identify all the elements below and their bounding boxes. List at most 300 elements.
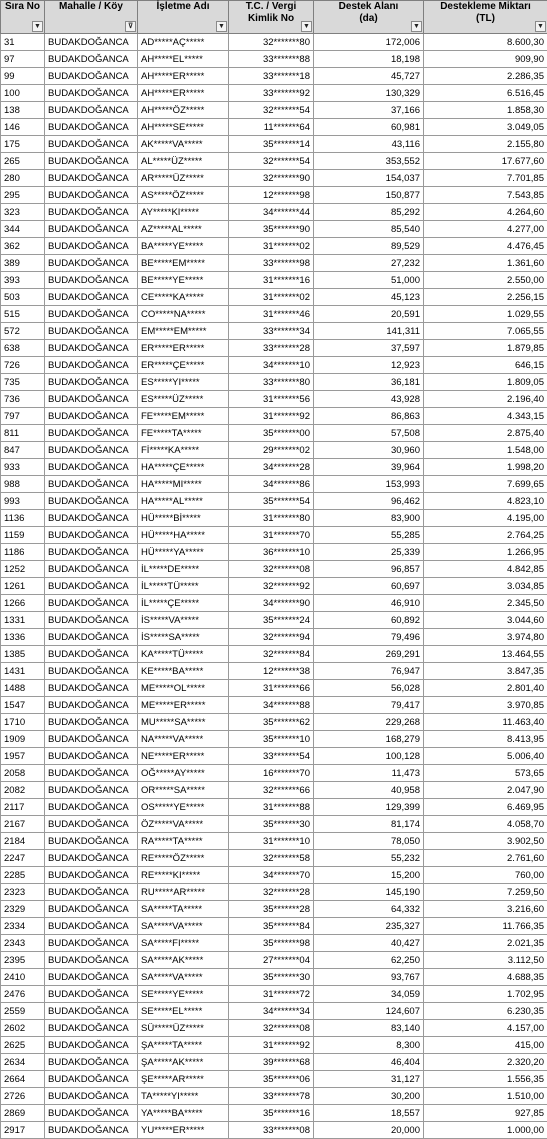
sira-no-cell[interactable]: 146 — [1, 119, 45, 136]
tc-vergi-cell[interactable]: 35*******14 — [229, 136, 314, 153]
mahalle-cell[interactable]: BUDAKDOĞANCA — [45, 816, 138, 833]
mahalle-cell[interactable]: BUDAKDOĞANCA — [45, 952, 138, 969]
tc-vergi-cell[interactable]: 34*******10 — [229, 357, 314, 374]
sira-no-cell[interactable]: 1266 — [1, 595, 45, 612]
column-header-mahalle[interactable] — [45, 1, 138, 34]
isletme-adi-cell[interactable]: ER*****ER***** — [138, 340, 229, 357]
sira-no-cell[interactable]: 503 — [1, 289, 45, 306]
destekleme-miktari-cell[interactable]: 13.464,55 — [424, 646, 547, 663]
tc-vergi-cell[interactable]: 31*******16 — [229, 272, 314, 289]
isletme-adi-cell[interactable]: OĞ*****AY***** — [138, 765, 229, 782]
sira-no-cell[interactable]: 726 — [1, 357, 45, 374]
isletme-adi-cell[interactable]: BE*****YE***** — [138, 272, 229, 289]
destek-alani-cell[interactable]: 30,200 — [314, 1088, 424, 1105]
sira-no-cell[interactable]: 1547 — [1, 697, 45, 714]
destekleme-miktari-cell[interactable]: 2.550,00 — [424, 272, 547, 289]
mahalle-cell[interactable]: BUDAKDOĞANCA — [45, 85, 138, 102]
destek-alani-cell[interactable]: 85,540 — [314, 221, 424, 238]
mahalle-cell[interactable]: BUDAKDOĞANCA — [45, 612, 138, 629]
destek-alani-cell[interactable]: 85,292 — [314, 204, 424, 221]
column-header-destek-alani[interactable] — [314, 1, 424, 34]
destek-alani-cell[interactable]: 45,727 — [314, 68, 424, 85]
destekleme-miktari-cell[interactable]: 3.970,85 — [424, 697, 547, 714]
destekleme-miktari-cell[interactable]: 1.548,00 — [424, 442, 547, 459]
sira-no-cell[interactable]: 1909 — [1, 731, 45, 748]
mahalle-cell[interactable]: BUDAKDOĞANCA — [45, 340, 138, 357]
isletme-adi-cell[interactable]: OR*****SA***** — [138, 782, 229, 799]
tc-vergi-cell[interactable]: 35*******24 — [229, 612, 314, 629]
destek-alani-cell[interactable]: 20,000 — [314, 1122, 424, 1139]
destekleme-miktari-cell[interactable]: 2.345,50 — [424, 595, 547, 612]
tc-vergi-cell[interactable]: 33*******18 — [229, 68, 314, 85]
sira-no-cell[interactable]: 736 — [1, 391, 45, 408]
isletme-adi-cell[interactable]: AS*****ÖZ***** — [138, 187, 229, 204]
destek-alani-cell[interactable]: 93,767 — [314, 969, 424, 986]
destek-alani-cell[interactable]: 27,232 — [314, 255, 424, 272]
destek-alani-cell[interactable]: 172,006 — [314, 34, 424, 51]
tc-vergi-cell[interactable]: 35*******00 — [229, 425, 314, 442]
tc-vergi-cell[interactable]: 31*******10 — [229, 833, 314, 850]
destekleme-miktari-cell[interactable]: 8.413,95 — [424, 731, 547, 748]
tc-vergi-cell[interactable]: 32*******58 — [229, 850, 314, 867]
tc-vergi-cell[interactable]: 31*******46 — [229, 306, 314, 323]
isletme-adi-cell[interactable]: AL*****ÜZ***** — [138, 153, 229, 170]
sira-no-cell[interactable]: 638 — [1, 340, 45, 357]
mahalle-cell[interactable]: BUDAKDOĞANCA — [45, 714, 138, 731]
mahalle-cell[interactable]: BUDAKDOĞANCA — [45, 1105, 138, 1122]
destekleme-miktari-cell[interactable]: 2.320,20 — [424, 1054, 547, 1071]
destekleme-miktari-cell[interactable]: 7.701,85 — [424, 170, 547, 187]
sira-no-cell[interactable]: 280 — [1, 170, 45, 187]
destekleme-miktari-cell[interactable]: 1.361,60 — [424, 255, 547, 272]
sira-no-cell[interactable]: 1488 — [1, 680, 45, 697]
isletme-adi-cell[interactable]: KE*****BA***** — [138, 663, 229, 680]
isletme-adi-cell[interactable]: KA*****TÜ***** — [138, 646, 229, 663]
mahalle-cell[interactable]: BUDAKDOĞANCA — [45, 544, 138, 561]
tc-vergi-cell[interactable]: 34*******88 — [229, 697, 314, 714]
mahalle-cell[interactable]: BUDAKDOĞANCA — [45, 646, 138, 663]
destekleme-miktari-cell[interactable]: 1.879,85 — [424, 340, 547, 357]
tc-vergi-cell[interactable]: 34*******86 — [229, 476, 314, 493]
isletme-adi-cell[interactable]: BE*****EM***** — [138, 255, 229, 272]
sira-no-cell[interactable]: 2117 — [1, 799, 45, 816]
tc-vergi-cell[interactable]: 39*******68 — [229, 1054, 314, 1071]
sira-no-cell[interactable]: 2869 — [1, 1105, 45, 1122]
sira-no-cell[interactable]: 847 — [1, 442, 45, 459]
tc-vergi-cell[interactable]: 32*******80 — [229, 34, 314, 51]
destekleme-miktari-cell[interactable]: 5.006,40 — [424, 748, 547, 765]
mahalle-cell[interactable]: BUDAKDOĞANCA — [45, 1071, 138, 1088]
mahalle-cell[interactable]: BUDAKDOĞANCA — [45, 289, 138, 306]
destek-alani-cell[interactable]: 43,928 — [314, 391, 424, 408]
mahalle-cell[interactable]: BUDAKDOĞANCA — [45, 357, 138, 374]
destek-alani-cell[interactable]: 150,877 — [314, 187, 424, 204]
isletme-adi-cell[interactable]: RU*****AR***** — [138, 884, 229, 901]
dropdown-arrow-icon[interactable]: ▼ — [301, 21, 312, 32]
tc-vergi-cell[interactable]: 35*******10 — [229, 731, 314, 748]
sira-no-cell[interactable]: 1336 — [1, 629, 45, 646]
isletme-adi-cell[interactable]: SA*****AK***** — [138, 952, 229, 969]
destekleme-miktari-cell[interactable]: 4.688,35 — [424, 969, 547, 986]
isletme-adi-cell[interactable]: İS*****VA***** — [138, 612, 229, 629]
sira-no-cell[interactable]: 2167 — [1, 816, 45, 833]
destek-alani-cell[interactable]: 76,947 — [314, 663, 424, 680]
mahalle-cell[interactable]: BUDAKDOĞANCA — [45, 935, 138, 952]
isletme-adi-cell[interactable]: İL*****DE***** — [138, 561, 229, 578]
mahalle-cell[interactable]: BUDAKDOĞANCA — [45, 272, 138, 289]
sira-no-cell[interactable]: 2625 — [1, 1037, 45, 1054]
destekleme-miktari-cell[interactable]: 1.702,95 — [424, 986, 547, 1003]
isletme-adi-cell[interactable]: SA*****VA***** — [138, 969, 229, 986]
isletme-adi-cell[interactable]: YA*****BA***** — [138, 1105, 229, 1122]
tc-vergi-cell[interactable]: 31*******92 — [229, 408, 314, 425]
destek-alani-cell[interactable]: 353,552 — [314, 153, 424, 170]
column-header-destekleme-miktari[interactable] — [424, 1, 547, 34]
destekleme-miktari-cell[interactable]: 6.230,35 — [424, 1003, 547, 1020]
destek-alani-cell[interactable]: 25,339 — [314, 544, 424, 561]
mahalle-cell[interactable]: BUDAKDOĞANCA — [45, 799, 138, 816]
isletme-adi-cell[interactable]: OS*****YE***** — [138, 799, 229, 816]
isletme-adi-cell[interactable]: İS*****SA***** — [138, 629, 229, 646]
tc-vergi-cell[interactable]: 35*******30 — [229, 816, 314, 833]
mahalle-cell[interactable]: BUDAKDOĞANCA — [45, 187, 138, 204]
sira-no-cell[interactable]: 2410 — [1, 969, 45, 986]
isletme-adi-cell[interactable]: RE*****ÖZ***** — [138, 850, 229, 867]
destek-alani-cell[interactable]: 269,291 — [314, 646, 424, 663]
mahalle-cell[interactable]: BUDAKDOĞANCA — [45, 833, 138, 850]
tc-vergi-cell[interactable]: 32*******54 — [229, 153, 314, 170]
destek-alani-cell[interactable]: 30,960 — [314, 442, 424, 459]
filter-active-icon[interactable]: ⊽ — [125, 21, 136, 32]
sira-no-cell[interactable]: 323 — [1, 204, 45, 221]
sira-no-cell[interactable]: 31 — [1, 34, 45, 51]
destekleme-miktari-cell[interactable]: 6.516,45 — [424, 85, 547, 102]
mahalle-cell[interactable]: BUDAKDOĞANCA — [45, 680, 138, 697]
tc-vergi-cell[interactable]: 35*******06 — [229, 1071, 314, 1088]
mahalle-cell[interactable]: BUDAKDOĞANCA — [45, 595, 138, 612]
destek-alani-cell[interactable]: 18,557 — [314, 1105, 424, 1122]
mahalle-cell[interactable]: BUDAKDOĞANCA — [45, 306, 138, 323]
destekleme-miktari-cell[interactable]: 3.044,60 — [424, 612, 547, 629]
tc-vergi-cell[interactable]: 32*******84 — [229, 646, 314, 663]
destekleme-miktari-cell[interactable]: 909,90 — [424, 51, 547, 68]
destekleme-miktari-cell[interactable]: 4.195,00 — [424, 510, 547, 527]
sira-no-cell[interactable]: 2559 — [1, 1003, 45, 1020]
tc-vergi-cell[interactable]: 32*******08 — [229, 561, 314, 578]
isletme-adi-cell[interactable]: CO*****NA***** — [138, 306, 229, 323]
isletme-adi-cell[interactable]: HA*****ÇE***** — [138, 459, 229, 476]
sira-no-cell[interactable]: 99 — [1, 68, 45, 85]
sira-no-cell[interactable]: 988 — [1, 476, 45, 493]
tc-vergi-cell[interactable]: 35*******62 — [229, 714, 314, 731]
isletme-adi-cell[interactable]: RA*****TA***** — [138, 833, 229, 850]
destek-alani-cell[interactable]: 78,050 — [314, 833, 424, 850]
isletme-adi-cell[interactable]: NA*****VA***** — [138, 731, 229, 748]
destekleme-miktari-cell[interactable]: 760,00 — [424, 867, 547, 884]
tc-vergi-cell[interactable]: 35*******84 — [229, 918, 314, 935]
destek-alani-cell[interactable]: 96,857 — [314, 561, 424, 578]
sira-no-cell[interactable]: 2247 — [1, 850, 45, 867]
mahalle-cell[interactable]: BUDAKDOĞANCA — [45, 493, 138, 510]
destek-alani-cell[interactable]: 40,427 — [314, 935, 424, 952]
sira-no-cell[interactable]: 515 — [1, 306, 45, 323]
mahalle-cell[interactable]: BUDAKDOĞANCA — [45, 629, 138, 646]
destekleme-miktari-cell[interactable]: 1.266,95 — [424, 544, 547, 561]
sira-no-cell[interactable]: 1186 — [1, 544, 45, 561]
tc-vergi-cell[interactable]: 31*******88 — [229, 799, 314, 816]
destek-alani-cell[interactable]: 81,174 — [314, 816, 424, 833]
isletme-adi-cell[interactable]: FE*****TA***** — [138, 425, 229, 442]
tc-vergi-cell[interactable]: 32*******90 — [229, 170, 314, 187]
tc-vergi-cell[interactable]: 34*******70 — [229, 867, 314, 884]
mahalle-cell[interactable]: BUDAKDOĞANCA — [45, 204, 138, 221]
isletme-adi-cell[interactable]: Fİ*****KA***** — [138, 442, 229, 459]
sira-no-cell[interactable]: 2329 — [1, 901, 45, 918]
isletme-adi-cell[interactable]: MU*****SA***** — [138, 714, 229, 731]
destek-alani-cell[interactable]: 56,028 — [314, 680, 424, 697]
tc-vergi-cell[interactable]: 12*******38 — [229, 663, 314, 680]
destek-alani-cell[interactable]: 20,591 — [314, 306, 424, 323]
destek-alani-cell[interactable]: 8,300 — [314, 1037, 424, 1054]
destek-alani-cell[interactable]: 129,399 — [314, 799, 424, 816]
mahalle-cell[interactable]: BUDAKDOĞANCA — [45, 901, 138, 918]
tc-vergi-cell[interactable]: 35*******28 — [229, 901, 314, 918]
destekleme-miktari-cell[interactable]: 8.600,30 — [424, 34, 547, 51]
destekleme-miktari-cell[interactable]: 7.259,50 — [424, 884, 547, 901]
isletme-adi-cell[interactable]: SE*****EL***** — [138, 1003, 229, 1020]
destek-alani-cell[interactable]: 46,910 — [314, 595, 424, 612]
destekleme-miktari-cell[interactable]: 4.277,00 — [424, 221, 547, 238]
tc-vergi-cell[interactable]: 33*******54 — [229, 748, 314, 765]
mahalle-cell[interactable]: BUDAKDOĞANCA — [45, 1020, 138, 1037]
mahalle-cell[interactable]: BUDAKDOĞANCA — [45, 34, 138, 51]
tc-vergi-cell[interactable]: 31*******56 — [229, 391, 314, 408]
sira-no-cell[interactable]: 393 — [1, 272, 45, 289]
mahalle-cell[interactable]: BUDAKDOĞANCA — [45, 663, 138, 680]
isletme-adi-cell[interactable]: AR*****ÜZ***** — [138, 170, 229, 187]
isletme-adi-cell[interactable]: İL*****ÇE***** — [138, 595, 229, 612]
destek-alani-cell[interactable]: 168,279 — [314, 731, 424, 748]
mahalle-cell[interactable]: BUDAKDOĞANCA — [45, 561, 138, 578]
tc-vergi-cell[interactable]: 35*******30 — [229, 969, 314, 986]
destek-alani-cell[interactable]: 100,128 — [314, 748, 424, 765]
tc-vergi-cell[interactable]: 34*******44 — [229, 204, 314, 221]
destek-alani-cell[interactable]: 153,993 — [314, 476, 424, 493]
sira-no-cell[interactable]: 2634 — [1, 1054, 45, 1071]
destekleme-miktari-cell[interactable]: 415,00 — [424, 1037, 547, 1054]
destekleme-miktari-cell[interactable]: 4.058,70 — [424, 816, 547, 833]
sira-no-cell[interactable]: 811 — [1, 425, 45, 442]
mahalle-cell[interactable]: BUDAKDOĞANCA — [45, 408, 138, 425]
mahalle-cell[interactable]: BUDAKDOĞANCA — [45, 918, 138, 935]
sira-no-cell[interactable]: 2395 — [1, 952, 45, 969]
isletme-adi-cell[interactable]: AK*****VA***** — [138, 136, 229, 153]
sira-no-cell[interactable]: 993 — [1, 493, 45, 510]
mahalle-cell[interactable]: BUDAKDOĞANCA — [45, 1088, 138, 1105]
mahalle-cell[interactable]: BUDAKDOĞANCA — [45, 731, 138, 748]
mahalle-cell[interactable]: BUDAKDOĞANCA — [45, 1122, 138, 1139]
isletme-adi-cell[interactable]: HÜ*****HA***** — [138, 527, 229, 544]
destekleme-miktari-cell[interactable]: 3.902,50 — [424, 833, 547, 850]
tc-vergi-cell[interactable]: 11*******64 — [229, 119, 314, 136]
isletme-adi-cell[interactable]: EM*****EM***** — [138, 323, 229, 340]
isletme-adi-cell[interactable]: ES*****YI***** — [138, 374, 229, 391]
sira-no-cell[interactable]: 1159 — [1, 527, 45, 544]
dropdown-arrow-icon[interactable]: ▼ — [216, 21, 227, 32]
sira-no-cell[interactable]: 572 — [1, 323, 45, 340]
sira-no-cell[interactable]: 2058 — [1, 765, 45, 782]
destek-alani-cell[interactable]: 83,140 — [314, 1020, 424, 1037]
mahalle-cell[interactable]: BUDAKDOĞANCA — [45, 221, 138, 238]
isletme-adi-cell[interactable]: AY*****KI***** — [138, 204, 229, 221]
destek-alani-cell[interactable]: 79,417 — [314, 697, 424, 714]
destek-alani-cell[interactable]: 96,462 — [314, 493, 424, 510]
sira-no-cell[interactable]: 1136 — [1, 510, 45, 527]
sira-no-cell[interactable]: 2664 — [1, 1071, 45, 1088]
sira-no-cell[interactable]: 735 — [1, 374, 45, 391]
tc-vergi-cell[interactable]: 34*******28 — [229, 459, 314, 476]
isletme-adi-cell[interactable]: CE*****KA***** — [138, 289, 229, 306]
destekleme-miktari-cell[interactable]: 7.065,55 — [424, 323, 547, 340]
sira-no-cell[interactable]: 2184 — [1, 833, 45, 850]
destekleme-miktari-cell[interactable]: 4.343,15 — [424, 408, 547, 425]
destekleme-miktari-cell[interactable]: 1.998,20 — [424, 459, 547, 476]
sira-no-cell[interactable]: 1957 — [1, 748, 45, 765]
destek-alani-cell[interactable]: 79,496 — [314, 629, 424, 646]
mahalle-cell[interactable]: BUDAKDOĞANCA — [45, 510, 138, 527]
tc-vergi-cell[interactable]: 35*******90 — [229, 221, 314, 238]
tc-vergi-cell[interactable]: 32*******28 — [229, 884, 314, 901]
destekleme-miktari-cell[interactable]: 2.047,90 — [424, 782, 547, 799]
destekleme-miktari-cell[interactable]: 2.761,60 — [424, 850, 547, 867]
isletme-adi-cell[interactable]: YU*****ER***** — [138, 1122, 229, 1139]
mahalle-cell[interactable]: BUDAKDOĞANCA — [45, 51, 138, 68]
mahalle-cell[interactable]: BUDAKDOĞANCA — [45, 527, 138, 544]
column-header-tc-vergi[interactable] — [229, 1, 314, 34]
isletme-adi-cell[interactable]: RE*****KI***** — [138, 867, 229, 884]
isletme-adi-cell[interactable]: AH*****EL***** — [138, 51, 229, 68]
tc-vergi-cell[interactable]: 35*******98 — [229, 935, 314, 952]
isletme-adi-cell[interactable]: AH*****ER***** — [138, 85, 229, 102]
tc-vergi-cell[interactable]: 33*******98 — [229, 255, 314, 272]
mahalle-cell[interactable]: BUDAKDOĞANCA — [45, 748, 138, 765]
tc-vergi-cell[interactable]: 35*******16 — [229, 1105, 314, 1122]
sira-no-cell[interactable]: 2323 — [1, 884, 45, 901]
destekleme-miktari-cell[interactable]: 1.809,05 — [424, 374, 547, 391]
isletme-adi-cell[interactable]: ES*****ÜZ***** — [138, 391, 229, 408]
destekleme-miktari-cell[interactable]: 3.974,80 — [424, 629, 547, 646]
destekleme-miktari-cell[interactable]: 927,85 — [424, 1105, 547, 1122]
tc-vergi-cell[interactable]: 32*******94 — [229, 629, 314, 646]
mahalle-cell[interactable]: BUDAKDOĞANCA — [45, 1054, 138, 1071]
mahalle-cell[interactable]: BUDAKDOĞANCA — [45, 238, 138, 255]
tc-vergi-cell[interactable]: 32*******66 — [229, 782, 314, 799]
mahalle-cell[interactable]: BUDAKDOĞANCA — [45, 323, 138, 340]
isletme-adi-cell[interactable]: ŞA*****TA***** — [138, 1037, 229, 1054]
destek-alani-cell[interactable]: 229,268 — [314, 714, 424, 731]
mahalle-cell[interactable]: BUDAKDOĞANCA — [45, 255, 138, 272]
destek-alani-cell[interactable]: 43,116 — [314, 136, 424, 153]
isletme-adi-cell[interactable]: SÜ*****ÜZ***** — [138, 1020, 229, 1037]
isletme-adi-cell[interactable]: SE*****YE***** — [138, 986, 229, 1003]
isletme-adi-cell[interactable]: ŞE*****AR***** — [138, 1071, 229, 1088]
destekleme-miktari-cell[interactable]: 4.157,00 — [424, 1020, 547, 1037]
destekleme-miktari-cell[interactable]: 7.699,65 — [424, 476, 547, 493]
destek-alani-cell[interactable]: 83,900 — [314, 510, 424, 527]
sira-no-cell[interactable]: 1431 — [1, 663, 45, 680]
tc-vergi-cell[interactable]: 34*******90 — [229, 595, 314, 612]
destek-alani-cell[interactable]: 45,123 — [314, 289, 424, 306]
destek-alani-cell[interactable]: 57,508 — [314, 425, 424, 442]
sira-no-cell[interactable]: 265 — [1, 153, 45, 170]
mahalle-cell[interactable]: BUDAKDOĞANCA — [45, 102, 138, 119]
tc-vergi-cell[interactable]: 32*******08 — [229, 1020, 314, 1037]
destekleme-miktari-cell[interactable]: 11.766,35 — [424, 918, 547, 935]
mahalle-cell[interactable]: BUDAKDOĞANCA — [45, 986, 138, 1003]
destek-alani-cell[interactable]: 36,181 — [314, 374, 424, 391]
sira-no-cell[interactable]: 2476 — [1, 986, 45, 1003]
destekleme-miktari-cell[interactable]: 4.264,60 — [424, 204, 547, 221]
isletme-adi-cell[interactable]: AH*****ÖZ***** — [138, 102, 229, 119]
isletme-adi-cell[interactable]: AH*****ER***** — [138, 68, 229, 85]
sira-no-cell[interactable]: 1331 — [1, 612, 45, 629]
destek-alani-cell[interactable]: 37,597 — [314, 340, 424, 357]
sira-no-cell[interactable]: 2343 — [1, 935, 45, 952]
destek-alani-cell[interactable]: 124,607 — [314, 1003, 424, 1020]
mahalle-cell[interactable]: BUDAKDOĞANCA — [45, 850, 138, 867]
sira-no-cell[interactable]: 1385 — [1, 646, 45, 663]
sira-no-cell[interactable]: 344 — [1, 221, 45, 238]
sira-no-cell[interactable]: 2726 — [1, 1088, 45, 1105]
destek-alani-cell[interactable]: 55,285 — [314, 527, 424, 544]
destek-alani-cell[interactable]: 55,232 — [314, 850, 424, 867]
sira-no-cell[interactable]: 797 — [1, 408, 45, 425]
isletme-adi-cell[interactable]: AZ*****AL***** — [138, 221, 229, 238]
sira-no-cell[interactable]: 295 — [1, 187, 45, 204]
destek-alani-cell[interactable]: 11,473 — [314, 765, 424, 782]
isletme-adi-cell[interactable]: HA*****MI***** — [138, 476, 229, 493]
isletme-adi-cell[interactable]: SA*****FI***** — [138, 935, 229, 952]
tc-vergi-cell[interactable]: 27*******04 — [229, 952, 314, 969]
mahalle-cell[interactable]: BUDAKDOĞANCA — [45, 765, 138, 782]
destek-alani-cell[interactable]: 37,166 — [314, 102, 424, 119]
tc-vergi-cell[interactable]: 33*******88 — [229, 51, 314, 68]
destek-alani-cell[interactable]: 39,964 — [314, 459, 424, 476]
isletme-adi-cell[interactable]: ER*****ÇE***** — [138, 357, 229, 374]
destekleme-miktari-cell[interactable]: 2.196,40 — [424, 391, 547, 408]
sira-no-cell[interactable]: 933 — [1, 459, 45, 476]
sira-no-cell[interactable]: 138 — [1, 102, 45, 119]
mahalle-cell[interactable]: BUDAKDOĞANCA — [45, 1037, 138, 1054]
mahalle-cell[interactable]: BUDAKDOĞANCA — [45, 153, 138, 170]
destek-alani-cell[interactable]: 141,311 — [314, 323, 424, 340]
isletme-adi-cell[interactable]: ME*****OL***** — [138, 680, 229, 697]
isletme-adi-cell[interactable]: HÜ*****Bİ***** — [138, 510, 229, 527]
destekleme-miktari-cell[interactable]: 1.029,55 — [424, 306, 547, 323]
mahalle-cell[interactable]: BUDAKDOĞANCA — [45, 884, 138, 901]
destekleme-miktari-cell[interactable]: 17.677,60 — [424, 153, 547, 170]
isletme-adi-cell[interactable]: BA*****YE***** — [138, 238, 229, 255]
isletme-adi-cell[interactable]: SA*****VA***** — [138, 918, 229, 935]
mahalle-cell[interactable]: BUDAKDOĞANCA — [45, 697, 138, 714]
destekleme-miktari-cell[interactable]: 1.858,30 — [424, 102, 547, 119]
mahalle-cell[interactable]: BUDAKDOĞANCA — [45, 136, 138, 153]
destekleme-miktari-cell[interactable]: 6.469,95 — [424, 799, 547, 816]
tc-vergi-cell[interactable]: 32*******92 — [229, 578, 314, 595]
tc-vergi-cell[interactable]: 31*******02 — [229, 238, 314, 255]
tc-vergi-cell[interactable]: 31*******66 — [229, 680, 314, 697]
tc-vergi-cell[interactable]: 33*******28 — [229, 340, 314, 357]
